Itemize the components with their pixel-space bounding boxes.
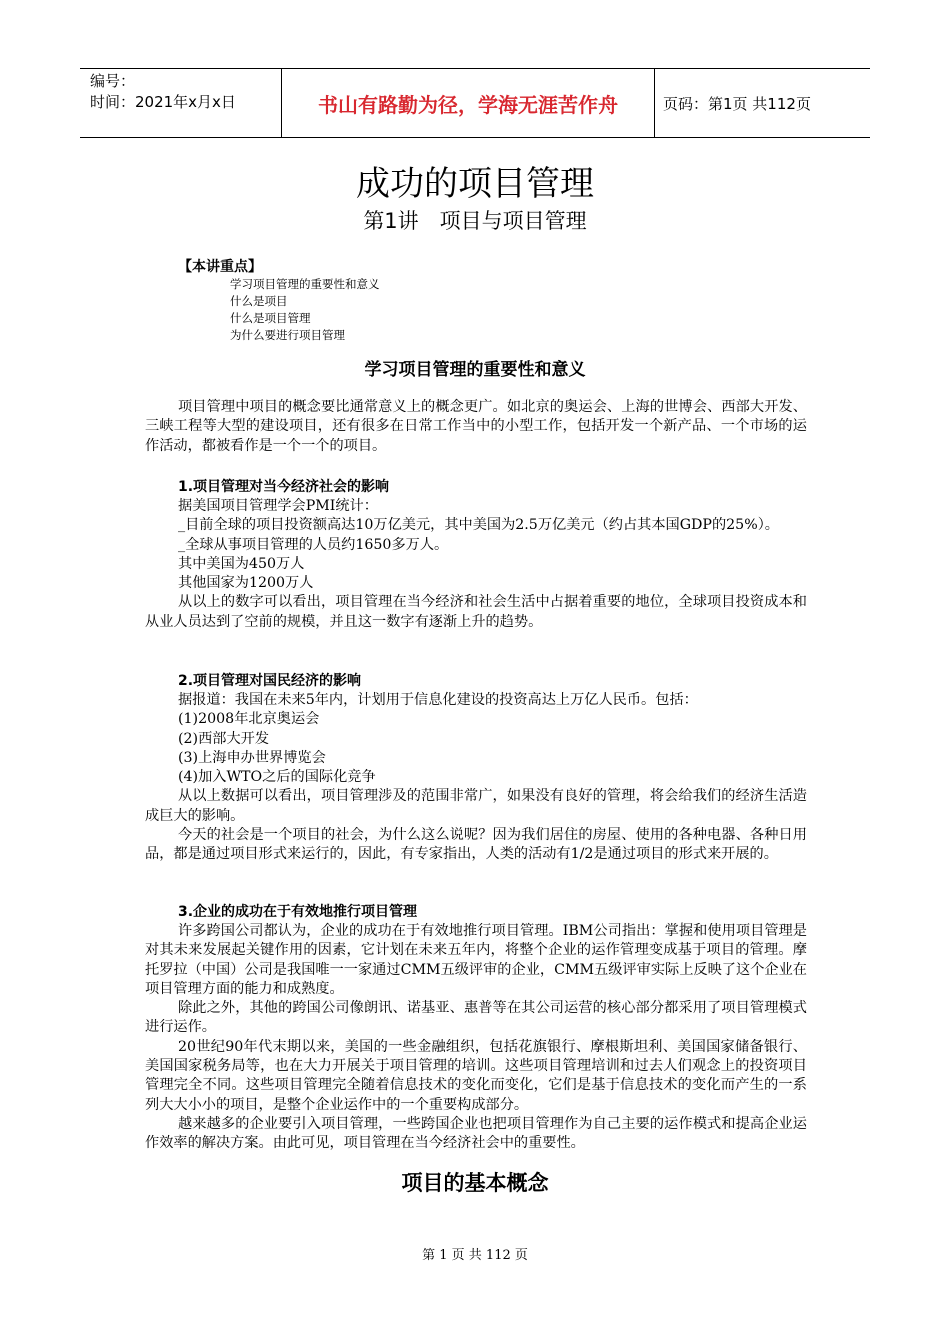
- part2-block: [145, 671, 807, 865]
- key-points-heading: 【本讲重点】: [178, 259, 262, 275]
- header-page-info: 页码：第1页 共112页: [663, 94, 811, 113]
- paragraph: _全球从事项目管理的人员约1650多万人。: [178, 536, 449, 553]
- part1-block: [145, 477, 807, 632]
- paragraph: 其他国家为1200万人: [178, 575, 314, 592]
- paragraph: 从以上数据可以看出，项目管理涉及的范围非常广，如果没有良好的管理，将会给我们的经济生活造成巨大的影响。: [145, 788, 807, 824]
- paragraph: (2)西部大开发: [178, 730, 270, 747]
- paragraph: 越来越多的企业要引入项目管理，一些跨国企业也把项目管理作为自己主要的运作模式和提高企业运作效率的解决方案。由此可见，项目管理在当今经济社会中的重要性。: [145, 1115, 807, 1152]
- number-label: 编号：: [90, 72, 136, 90]
- document-title: 成功的项目管理: [356, 164, 594, 204]
- part1-heading: 1.项目管理对当今经济社会的影响: [178, 479, 390, 495]
- paragraph: 除此之外，其他的跨国公司像朗讯、诺基亚、惠普等在其公司运营的核心部分都采用了项目管理模式进行运作。: [145, 1000, 807, 1036]
- part3-heading: 3.企业的成功在于有效地推行项目管理: [178, 904, 418, 920]
- key-point-item: 学习项目管理的重要性和意义: [230, 277, 380, 291]
- key-points-list: [230, 276, 380, 344]
- lecture-subtitle: 第1讲 项目与项目管理: [363, 209, 587, 233]
- paragraph: (3)上海申办世界博览会: [178, 749, 326, 766]
- paragraph: 其中美国为450万人: [178, 555, 305, 572]
- paragraph: 今天的社会是一个项目的社会，为什么这么说呢？因为我们居住的房屋、使用的各种电器、各种日用品，都是通过项目形式来运行的，因此，有专家指出，人类的活动有1/2是通过项目的形式来开展的。: [145, 827, 807, 863]
- page-footer: 第 1 页 共 112 页: [422, 1248, 528, 1263]
- paragraph: 从以上的数字可以看出，项目管理在当今经济和社会生活中占据着重要的地位，全球项目投资成本和从业人员达到了空前的规模，并且这一数字有逐渐上升的趋势。: [145, 594, 807, 630]
- paragraph: 据报道：我国在未来5年内，计划用于信息化建设的投资高达上万亿人民币。包括：: [178, 692, 698, 708]
- paragraph: 20世纪90年代末期以来，美国的一些金融组织，包括花旗银行、摩根斯坦利、美国国家储备银行、美国国家税务局等，也在大力开展关于项目管理的培训。这些项目管理培训和过去人们观念上的投资项目管理完全不同。这些项目管理完全随着信息技术的变化而变化，它们是基于信息技术的变化而产生的一系列大大小小的项目，是整个企业运作中的一个重要构成部分。: [145, 1038, 807, 1113]
- section-heading-importance: 学习项目管理的重要性和意义: [364, 360, 586, 380]
- paragraph: _目前全球的项目投资额高达10万亿美元，其中美国为2.5万亿美元（约占其本国GDP的25%）。: [178, 517, 779, 534]
- section-heading-basic-concepts: 项目的基本概念: [401, 1171, 549, 1195]
- header-table: [80, 68, 870, 138]
- date-label: 时间：2021年x月x日: [90, 93, 236, 111]
- key-point-item: 什么是项目: [230, 294, 288, 308]
- intro-block: [145, 398, 807, 456]
- paragraph: 许多跨国公司都认为，企业的成功在于有效地推行项目管理。IBM公司指出：掌握和使用项目管理是对其未来发展起关键作用的因素，它计划在未来五年内，将整个企业的运作管理变成基于项目的管理。摩托罗拉（中国）公司是我国唯一一家通过CMM五级评审的企业，CMM五级评审实际上反映了这个企业在项目管理方面的能力和成熟度。: [145, 923, 807, 997]
- intro-paragraph: 项目管理中项目的概念要比通常意义上的概念更广。如北京的奥运会、上海的世博会、西部大开发、三峡工程等大型的建设项目，还有很多在日常工作当中的小型工作，包括开发一个新产品、一个市场的运作活动，都被看作是一个一个的项目。: [145, 399, 807, 454]
- header-meta: [80, 69, 282, 137]
- part3-block: [145, 902, 807, 1154]
- header-motto: 书山有路勤为径，学海无涯苦作舟: [282, 69, 655, 137]
- key-point-item: 什么是项目管理: [230, 311, 311, 325]
- key-point-item: 为什么要进行项目管理: [230, 328, 345, 342]
- paragraph: (1)2008年北京奥运会: [178, 711, 320, 728]
- part2-heading: 2.项目管理对国民经济的影响: [178, 673, 362, 689]
- paragraph: (4)加入WTO之后的国际化竞争: [178, 769, 376, 786]
- paragraph: 据美国项目管理学会PMI统计：: [178, 498, 378, 514]
